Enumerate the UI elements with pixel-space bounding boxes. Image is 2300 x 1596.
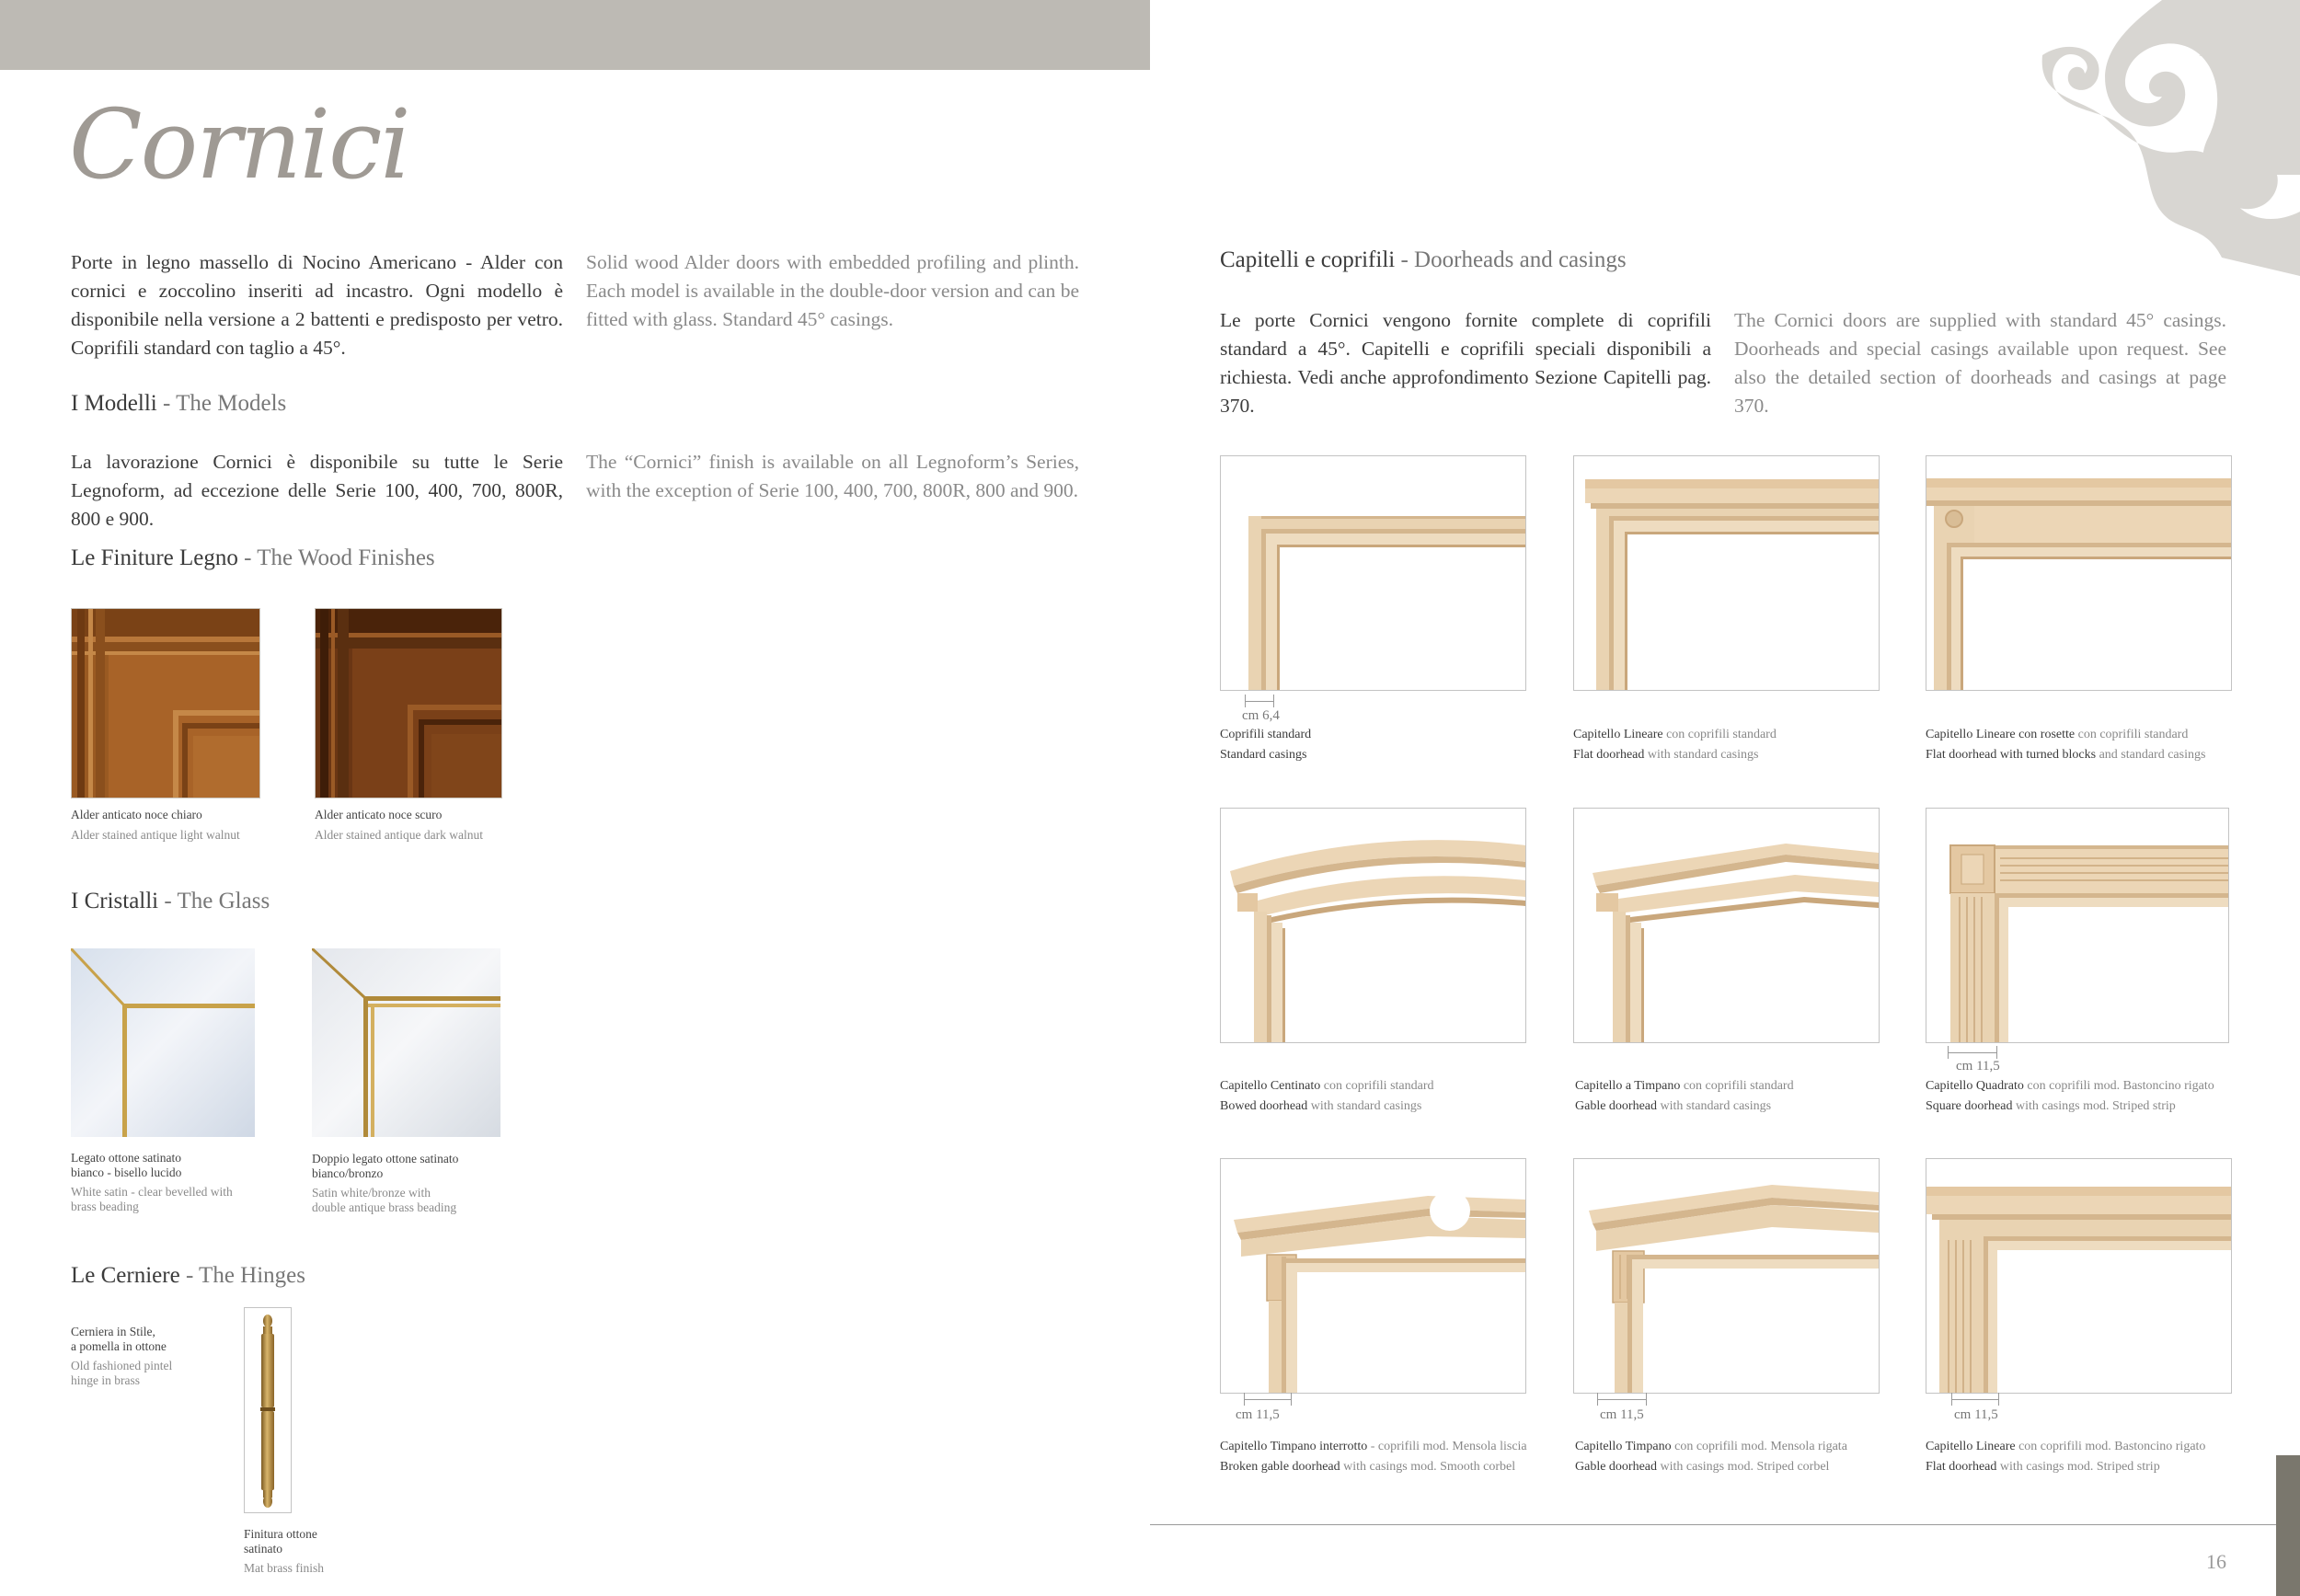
brass-hinge-icon [245, 1308, 291, 1512]
hinge-label-en: Old fashioned pintel hinge in brass [71, 1359, 173, 1387]
hinge-finish-label: Finitura ottone satinato [244, 1527, 317, 1556]
doorhead-card-gable-striped [1573, 1158, 1880, 1394]
glass-double-brass-swatch [312, 948, 500, 1137]
doorhead-card-gable [1573, 808, 1880, 1043]
doorhead-caption-4: Capitello Centinato con coprifili standard Bowed doorhead with standard casings [1220, 1079, 1434, 1113]
broken-gable-doorhead-illustration [1221, 1159, 1525, 1393]
doorheads-text-italian: Le porte Cornici vengono fornite complete di coprifili standard a 45°. Capitelli e coprifili speciali disponibili a richiesta. Vedi anche approfondimento Sezione Capitelli pag. 370. [1220, 309, 1711, 417]
dimension-marker-7 [1244, 1393, 1292, 1406]
page-title: Cornici [69, 88, 409, 201]
dimension-label-8: cm 11,5 [1600, 1407, 1644, 1422]
glass-1-label-en: White satin - clear bevelled with brass beading [71, 1185, 233, 1213]
hinges-heading: Le Cerniere - The Hinges [71, 1263, 306, 1288]
hinge-image [244, 1307, 292, 1513]
dimension-marker-8 [1597, 1393, 1647, 1406]
doorhead-card-flat [1573, 455, 1880, 691]
square-doorhead-illustration [1926, 809, 2228, 1042]
finish-2-label: Alder anticato noce scuro [315, 808, 443, 821]
hinge-label: Cerniera in Stile, a pomella in ottone [71, 1325, 167, 1353]
standard-casings-illustration [1221, 456, 1525, 690]
doorhead-card-standard-casings [1220, 455, 1526, 691]
page-number: 16 [2206, 1550, 2226, 1573]
models-heading: I Modelli - The Models [71, 391, 287, 416]
models-text-english: The “Cornici” finish is available on all Legnoform’s Series, with the exception of Serie 100, 400, 700, 800R, 800 and 900. [586, 451, 1079, 501]
doorhead-caption-5: Capitello a Timpano con coprifili standard Gable doorhead with standard casings [1575, 1079, 1794, 1113]
finish-1-label-en: Alder stained antique light walnut [71, 828, 240, 842]
glass-1-label: Legato ottone satinato bianco - bisello lucido [71, 1151, 182, 1179]
doorhead-card-square [1926, 808, 2229, 1043]
finish-1-label: Alder anticato noce chiaro [71, 808, 202, 821]
doorhead-caption-2: Capitello Lineare con coprifili standard Flat doorhead with standard casings [1573, 728, 1777, 762]
intro-text-italian: Porte in legno massello di Nocino Americano - Alder con cornici e zoccolino inseriti ad incastro. Ogni modello è disponibile nella versione a 2 battenti e predisposto per vetro. Coprifili standard con taglio a 45°. [71, 251, 563, 359]
intro-text-english: Solid wood Alder doors with embedded profiling and plinth. Each model is available in the double-door version and can be fitted with glass. Standard 45° casings. [586, 251, 1079, 330]
light-walnut-swatch [71, 608, 260, 798]
glass-brass-image [71, 948, 255, 1137]
dimension-label-7: cm 11,5 [1236, 1407, 1280, 1422]
models-text-italian: La lavorazione Cornici è disponibile su tutte le Serie Legnoform, ad eccezione delle Serie 100, 400, 700, 800R, 800 e 900. [71, 451, 563, 530]
dimension-marker-6 [1948, 1046, 1997, 1059]
doorhead-caption-1: Coprifili standard Standard casings [1220, 728, 1312, 762]
top-gray-band [0, 0, 1150, 70]
wood-finishes-heading: Le Finiture Legno - The Wood Finishes [71, 545, 435, 570]
doorheads-text-english: The Cornici doors are supplied with standard 45° casings. Doorheads and special casings available upon request. See also the detailed section of doorheads and casings at page 370. [1734, 309, 2226, 417]
doorhead-card-flat-striped [1926, 1158, 2232, 1394]
glass-2-label: Doppio legato ottone satinato bianco/bronzo [312, 1152, 459, 1180]
footer-rule [1150, 1524, 2300, 1525]
doorhead-caption-3: Capitello Lineare con rosette con coprifili standard Flat doorhead with turned blocks and standard casings [1926, 728, 2206, 762]
doorhead-card-flat-rosettes [1926, 455, 2232, 691]
finish-2-label-en: Alder stained antique dark walnut [315, 828, 483, 842]
doorheads-heading: Capitelli e coprifili - Doorheads and casings [1220, 247, 1627, 272]
bowed-doorhead-illustration [1221, 809, 1525, 1042]
gable-doorhead-illustration [1574, 809, 1879, 1042]
dark-walnut-image [316, 609, 501, 798]
decorative-ornament [1987, 0, 2300, 276]
scroll-ornament-icon [1987, 0, 2300, 276]
dimension-label-6: cm 11,5 [1956, 1059, 2000, 1074]
edge-tab [2276, 1455, 2300, 1596]
flat-doorhead-illustration [1574, 456, 1879, 690]
glass-brass-swatch [71, 948, 255, 1137]
doorhead-caption-7: Capitello Timpano interrotto - coprifili mod. Mensola liscia Broken gable doorhead with casings mod. Smooth corbel [1220, 1440, 1527, 1474]
glass-heading: I Cristalli - The Glass [71, 889, 270, 913]
dark-walnut-swatch [315, 608, 502, 798]
dimension-marker-1 [1245, 695, 1274, 707]
glass-double-brass-image [312, 948, 500, 1137]
dimension-marker-9 [1951, 1393, 1999, 1406]
flat-doorhead-rosettes-illustration [1926, 456, 2231, 690]
flat-striped-doorhead-illustration [1926, 1159, 2231, 1393]
doorhead-caption-6: Capitello Quadrato con coprifili mod. Bastoncino rigato Square doorhead with casings mod. Striped strip [1926, 1079, 2214, 1113]
light-walnut-image [72, 609, 259, 798]
doorhead-caption-8: Capitello Timpano con coprifili mod. Mensola rigata Gable doorhead with casings mod. Striped corbel [1575, 1440, 1847, 1474]
doorhead-card-broken-gable [1220, 1158, 1526, 1394]
dimension-label-9: cm 11,5 [1954, 1407, 1998, 1422]
doorhead-card-bowed [1220, 808, 1526, 1043]
doorhead-caption-9: Capitello Lineare con coprifili mod. Bastoncino rigato Flat doorhead with casings mod. Striped strip [1926, 1440, 2206, 1474]
dimension-label-1: cm 6,4 [1242, 708, 1280, 723]
glass-2-label-en: Satin white/bronze with double antique brass beading [312, 1186, 457, 1214]
gable-striped-doorhead-illustration [1574, 1159, 1879, 1393]
hinge-finish-label-en: Mat brass finish [244, 1561, 324, 1575]
